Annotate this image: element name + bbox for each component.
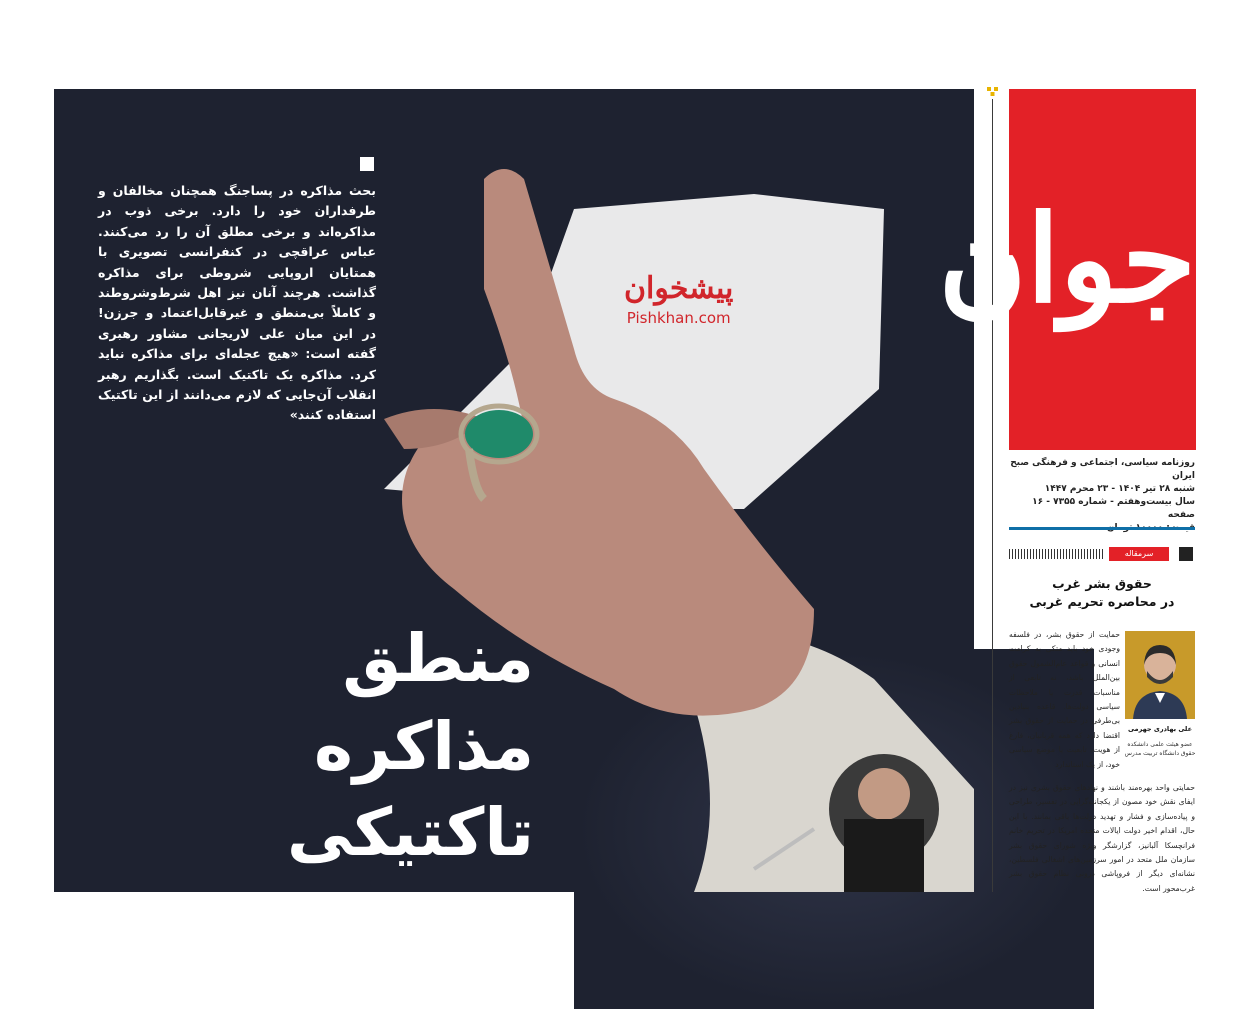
editorial-body-narrow: حمایت از حقوق بشر، در فلسفه وجودی خود باید متکی به کرامت انسانی و قواعد عام‌الشمول حقوق بین‌الملل باشد، نه تابعی از مناسبات قدرت یا ملاحظات سیاسی دولت‌ها. قاعده بنیادین بی‌طرفی در حمایت از حقوق بشر اقتضا دارد که همه قربانیان، فارغ از هویت، تابعیت یا موضع سیاسی خود، از یک استاندارد bbox=[1009, 630, 1120, 769]
masthead-rule bbox=[1009, 527, 1195, 530]
author-avatar bbox=[1125, 631, 1195, 719]
watermark-persian: پیشخوان bbox=[624, 271, 734, 306]
headline-line-1: منطق bbox=[342, 620, 534, 697]
pishkhan-watermark bbox=[624, 269, 733, 327]
editorial-body-wide: حمایتی واحد بهره‌مند باشند و نهادهای حقوق بشری نیز در ایفای نقش خود مصون از یکجانبه‌گرایی در تفسیر، طراحی و پیاده‌سازی و فشار و تهدید دولت‌ها باقی بمانند. با این حال، اقدام اخیر دولت ایالات متحده امریکا در تحریم خانم فرانچسکا آلبانیز، گزارشگر ویژه شورای حقوق بشر سازمان ملل متحد در امور سرزمین‌های اشغالی فلسطین، نشانه‌ای دیگر از فروپاشی درونی نظام حقوق بشر غرب‌محور است. bbox=[1009, 783, 1195, 893]
editorial-title-line-1: حقوق بشر غرب bbox=[1052, 576, 1152, 591]
headline-line-2: مذاکره تاکتیکی bbox=[287, 708, 534, 871]
masthead-date: شنبه ۲۸ تیر ۱۴۰۴ - ۲۳ محرم ۱۴۴۷ bbox=[1044, 484, 1195, 494]
author-name: علی بهادری جهرمی bbox=[1127, 725, 1193, 733]
green-ring-stone bbox=[465, 410, 533, 458]
main-headline bbox=[84, 614, 534, 876]
editorial-title-line-2: در محاصره تحریم غربی bbox=[1029, 594, 1175, 609]
author-role: عضو هیئت علمی دانشکده حقوق دانشگاه تربیت مدرس bbox=[1124, 741, 1196, 757]
watermark-url: Pishkhan.com bbox=[626, 309, 731, 327]
lead-paragraph: بحث مذاکره در پساجنگ همچنان مخالفان و طرفداران خود را دارد. برخی ذوب در مذاکره‌اند و برخی مطلق آن را رد می‌کنند. عباس عراقچی در کنفرانسی تصویری با همتایان اروپایی شروطی برای مذاکره گذاشت. هرچند آنان نیز اهل شرط‌وشروطند و کاملاً بی‌منطق و غیرقابل‌اعتماد و جرزن! در این میان علی لاریجانی مشاور رهبری گفته است: «هیچ عجله‌ای برای مذاکره نباید کرد. مذاکره یک تاکتیک است. بگذاریم رهبر انقلاب آن‌جایی که لازم می‌دانند از این تاکتیک استفاده کنند» bbox=[98, 183, 376, 423]
arrow-icon bbox=[1179, 547, 1193, 561]
lead-square-marker bbox=[360, 157, 374, 171]
masthead-issue: سال بیست‌وهفتم - شماره ۷۳۵۵ - ۱۶ صفحه bbox=[1032, 497, 1195, 520]
right-column bbox=[938, 85, 1200, 893]
editorial-header bbox=[1009, 547, 1195, 561]
masthead-info bbox=[1009, 457, 1195, 535]
newspaper-logo bbox=[938, 89, 1196, 450]
corner-mark-icon bbox=[987, 87, 999, 97]
barcode-stripes bbox=[1009, 549, 1103, 559]
editorial-title[interactable] bbox=[1009, 575, 1195, 611]
hero-photo-panel bbox=[54, 89, 974, 892]
editorial-tag: سرمقاله bbox=[1109, 547, 1169, 561]
masthead-description: روزنامه سیاسی، اجتماعی و فرهنگی صبح ایران bbox=[1010, 458, 1195, 481]
logo-text: جوان bbox=[938, 189, 1196, 330]
